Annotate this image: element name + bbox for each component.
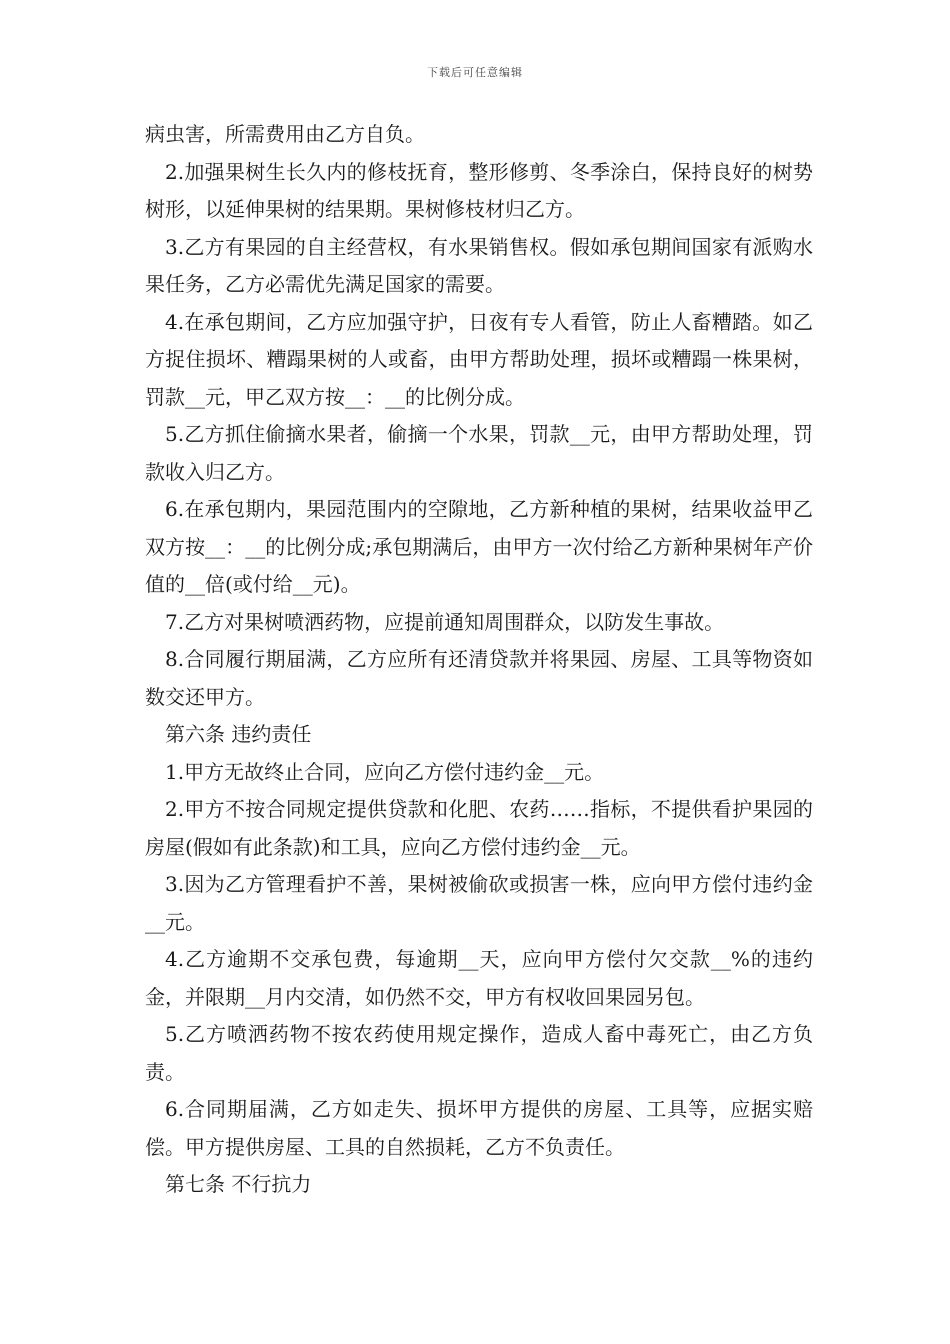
page-header: 下载后可任意编辑	[427, 66, 523, 79]
paragraph: 6.合同期届满，乙方如走失、损坏甲方提供的房屋、工具等，应据实赔偿。甲方提供房屋、工具的自然损耗，乙方不负责任。	[145, 1097, 813, 1159]
paragraph: 1.甲方无故终止合同，应向乙方偿付违约金__元。	[165, 759, 605, 784]
paragraph: 3.乙方有果园的自主经营权，有水果销售权。假如承包期间国家有派购水果任务，乙方必需优先满足国家的需要。	[145, 234, 813, 296]
paragraph: 5.乙方喷洒药物不按农药使用规定操作，造成人畜中毒死亡，由乙方负责。	[145, 1022, 813, 1084]
paragraph: 4.在承包期间，乙方应加强守护，日夜有专人看管，防止人畜糟踏。如乙方捉住损坏、糟蹋果树的人或畜，由甲方帮助处理，损坏或糟蹋一株果树，罚款__元，甲乙双方按__：__的比例分成。	[145, 309, 813, 409]
paragraph: 6.在承包期内，果园范围内的空隙地，乙方新种植的果树，结果收益甲乙双方按__：__的比例分成;承包期满后，由甲方一次付给乙方新种果树年产价值的__倍(或付给__元)。	[145, 497, 813, 596]
paragraph: 3.因为乙方管理看护不善，果树被偷砍或损害一株，应向甲方偿付违约金__元。	[145, 872, 813, 934]
paragraph: 2.甲方不按合同规定提供贷款和化肥、农药……指标，不提供看护果园的房屋(假如有此条款)和工具，应向乙方偿付违约金__元。	[145, 797, 813, 859]
paragraph: 2.加强果树生长久内的修枝抚育，整形修剪、冬季涂白，保持良好的树势树形，以延伸果树的结果期。果树修枝材归乙方。	[145, 159, 813, 221]
document-body	[145, 116, 813, 1204]
paragraph: 4.乙方逾期不交承包费，每逾期__天，应向甲方偿付欠交款__%的违约金，并限期__月内交清，如仍然不交，甲方有权收回果园另包。	[145, 947, 813, 1009]
paragraph: 7.乙方对果树喷洒药物，应提前通知周围群众，以防发生事故。	[165, 609, 725, 634]
paragraph: 5.乙方抓住偷摘水果者，偷摘一个水果，罚款__元，由甲方帮助处理，罚款收入归乙方。	[145, 422, 813, 484]
paragraph: 病虫害，所需费用由乙方自负。	[145, 122, 425, 146]
section-heading: 第七条 不行抗力	[165, 1172, 312, 1196]
paragraph: 8.合同履行期届满，乙方应所有还清贷款并将果园、房屋、工具等物资如数交还甲方。	[145, 647, 813, 709]
section-heading: 第六条 违约责任	[165, 722, 312, 746]
